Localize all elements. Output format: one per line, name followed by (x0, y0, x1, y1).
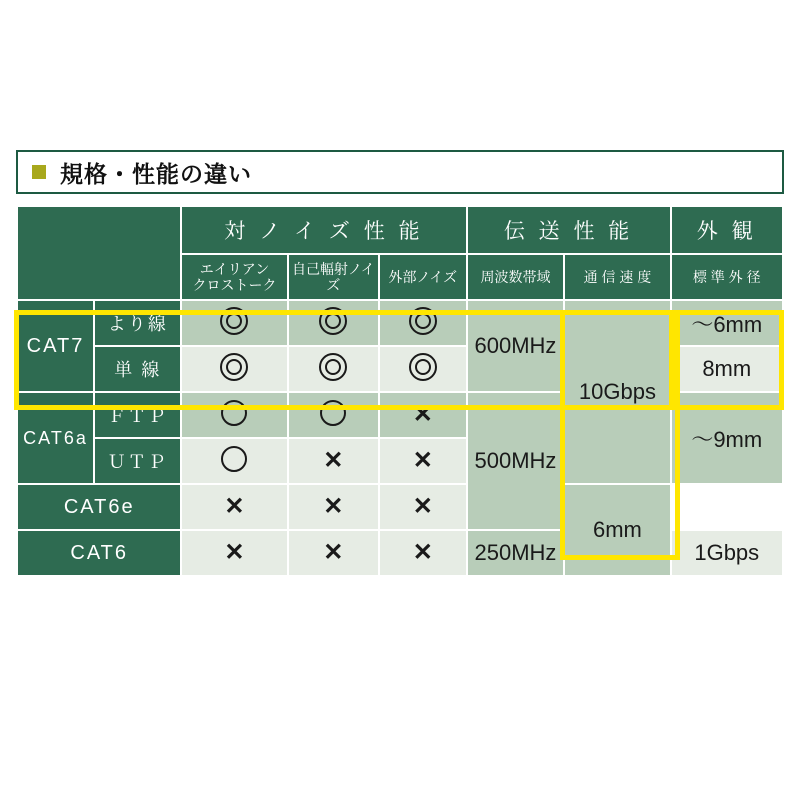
cell-cat6e-self (288, 484, 380, 530)
diameter-6mm-value: 〜6mm (691, 311, 763, 337)
table-group-header-row (17, 206, 783, 254)
group-header-appearance: 外 観 (671, 206, 783, 254)
cross-icon: ✕ (224, 538, 245, 566)
cell-cat6a-diameter (671, 392, 783, 484)
cell-bandwidth-500 (467, 392, 565, 530)
diameter-9mm-value: 〜9mm (691, 426, 763, 452)
cross-icon: ✕ (224, 492, 245, 520)
circle-icon (320, 400, 346, 426)
cell-cat6a-ftp-self (288, 392, 380, 438)
cell-cat6a-ftp-external (379, 392, 466, 438)
cross-icon: ✕ (412, 538, 433, 566)
table-row-cat7-stranded (17, 300, 783, 346)
cell-cat7-solid-external (379, 346, 466, 392)
row-sublabel-utp: ＵＴＰ (94, 438, 181, 484)
column-header-alien-crosstalk (181, 254, 287, 300)
diameter-6mm-bottom-value: 6mm (593, 517, 642, 542)
group-header-transmission: 伝 送 性 能 (467, 206, 671, 254)
double-circle-icon (409, 307, 437, 335)
cell-bandwidth-250 (467, 530, 565, 576)
cell-cat7-stranded-self (288, 300, 380, 346)
row-sublabel-stranded: より線 (94, 300, 181, 346)
cell-cat7-solid-self (288, 346, 380, 392)
column-header-external-noise: 外部ノイズ (379, 254, 466, 300)
title-marker-icon (32, 165, 46, 179)
bandwidth-600-value: 600MHz (474, 333, 557, 358)
cross-icon: ✕ (412, 492, 433, 520)
double-circle-icon (409, 353, 437, 381)
circle-icon (221, 400, 247, 426)
cross-icon: ✕ (323, 446, 344, 474)
cell-cat7-stranded-diameter (671, 300, 783, 346)
speed-1g-value: 1Gbps (694, 540, 760, 565)
cell-cat6-alien (181, 530, 287, 576)
row-label-cat6a: CAT6a (17, 392, 94, 484)
cross-icon: ✕ (323, 492, 344, 520)
comparison-table (16, 205, 784, 577)
column-header-speed: 通 信 速 度 (564, 254, 670, 300)
speed-10g-value: 10Gbps (578, 379, 656, 404)
group-header-noise: 対 ノ イ ズ 性 能 (181, 206, 466, 254)
bandwidth-500-value: 500MHz (474, 448, 557, 473)
cell-cat7-bandwidth (467, 300, 565, 392)
cross-icon: ✕ (412, 446, 433, 474)
cell-cat7-solid-diameter (671, 346, 783, 392)
cell-cat7-stranded-external (379, 300, 466, 346)
column-header-self-radiation: 自己輻射ノイズ (288, 254, 380, 300)
row-label-cat7: CAT7 (17, 300, 94, 392)
column-header-alien-crosstalk-line1: エイリアン (199, 260, 270, 277)
column-header-diameter: 標 準 外 径 (671, 254, 783, 300)
comparison-table-wrap (16, 205, 784, 577)
cell-cat6a-ftp-alien (181, 392, 287, 438)
row-label-cat6e: CAT6e (17, 484, 181, 530)
cell-speed-1gbps (671, 530, 783, 576)
double-circle-icon (319, 353, 347, 381)
cell-cat6e-external (379, 484, 466, 530)
figure-title-bar (16, 150, 784, 194)
bandwidth-250-value: 250MHz (474, 540, 557, 565)
diameter-8mm-value: 8mm (702, 356, 752, 381)
table-corner-cell (17, 206, 181, 300)
row-sublabel-solid: 単 線 (94, 346, 181, 392)
cell-cat6-external (379, 530, 466, 576)
cell-cat6a-utp-external (379, 438, 466, 484)
cell-cat6e-alien (181, 484, 287, 530)
row-label-cat6: CAT6 (17, 530, 181, 576)
cell-cat7-solid-alien (181, 346, 287, 392)
table-row-cat6e (17, 484, 783, 530)
double-circle-icon (220, 307, 248, 335)
cross-icon: ✕ (323, 538, 344, 566)
cross-icon: ✕ (412, 400, 433, 428)
cell-cat6-self (288, 530, 380, 576)
double-circle-icon (319, 307, 347, 335)
double-circle-icon (220, 353, 248, 381)
cell-diameter-6mm-bottom (564, 484, 670, 576)
column-header-alien-crosstalk-line2: クロストーク (192, 277, 277, 293)
column-header-bandwidth: 周波数帯域 (467, 254, 565, 300)
circle-icon (221, 446, 247, 472)
cell-cat6a-utp-alien (181, 438, 287, 484)
row-sublabel-ftp: ＦＴＰ (94, 392, 181, 438)
page-title: 規格・性能の違い (60, 160, 252, 187)
cell-cat6a-utp-self (288, 438, 380, 484)
cell-speed-10gbps (564, 300, 670, 484)
cell-cat7-stranded-alien (181, 300, 287, 346)
